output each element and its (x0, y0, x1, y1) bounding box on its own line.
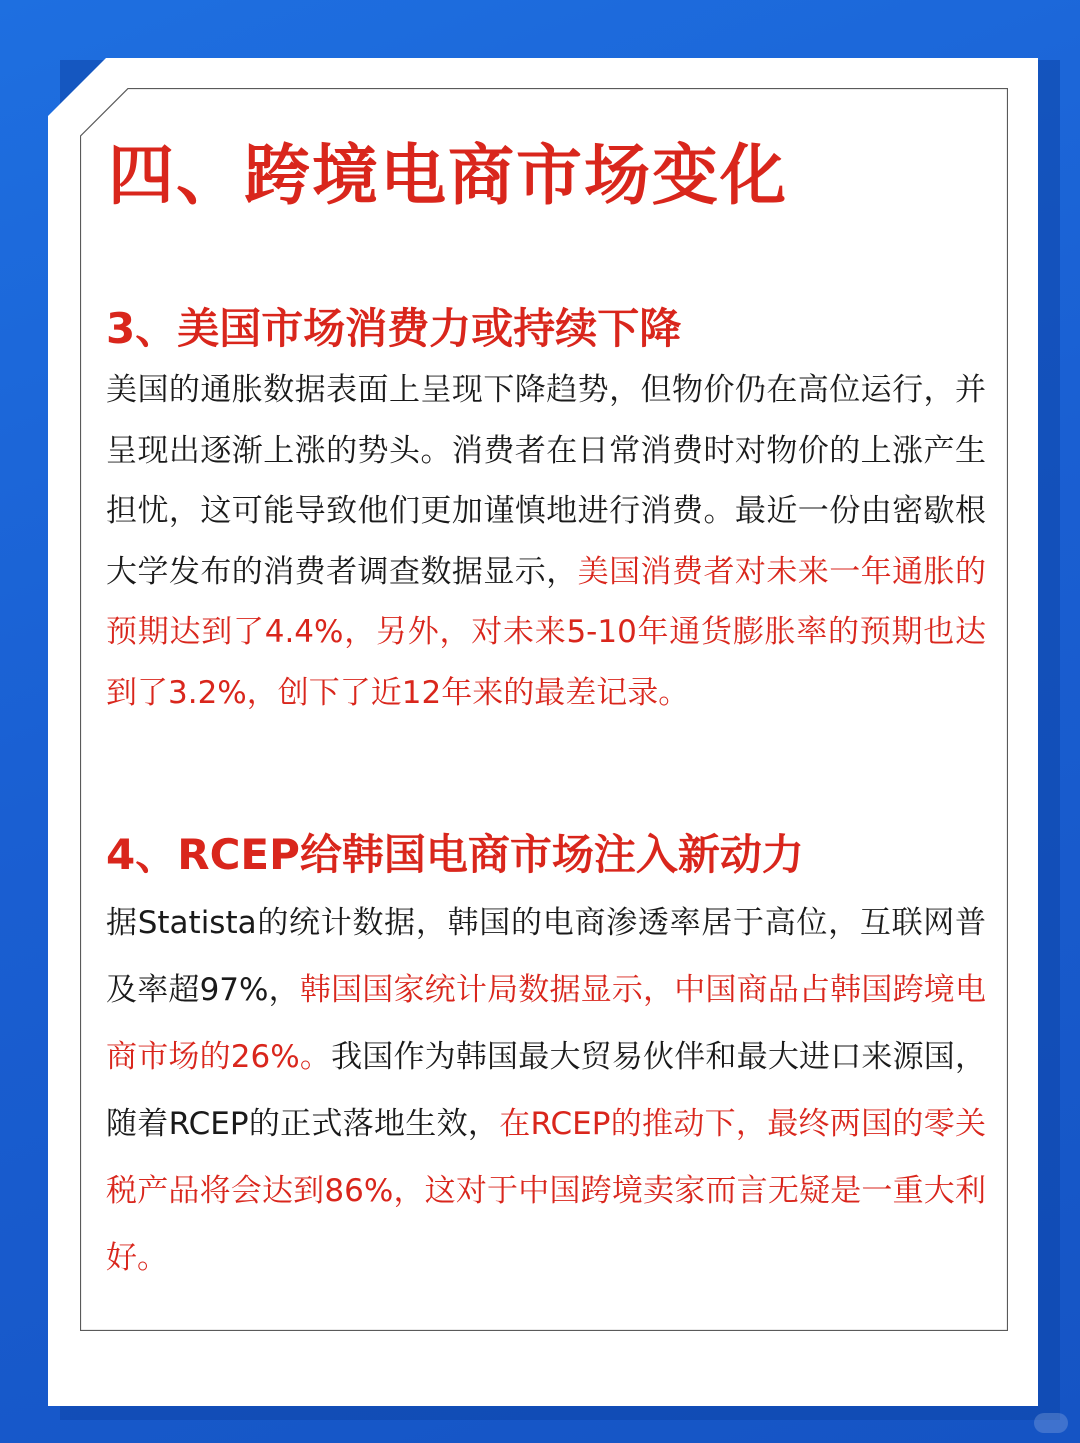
page-title: 四、跨境电商市场变化 (108, 137, 788, 214)
body-text: 据Statista的统计数据，韩国的电商渗透率居于高位，互联网普及率超97%， (106, 905, 986, 1008)
section-body-us-market (106, 360, 986, 723)
section-rcep-korea (106, 826, 986, 1292)
section-us-market (106, 300, 986, 723)
section-heading-rcep-korea: 4、RCEP给韩国电商市场注入新动力 (106, 830, 804, 879)
highlighted-text: 在RCEP的推动下，最终两国的零关税产品将会达到86%，这对于中国跨境卖家而言无疑是一重大利好。 (106, 1106, 986, 1276)
highlighted-text: 韩国国家统计局数据显示，中国商品占韩国跨境电商市场的26%。 (106, 972, 987, 1075)
article-content (80, 88, 1008, 1331)
section-body-rcep-korea (106, 890, 986, 1292)
body-text: 我国作为韩国最大贸易伙伴和最大进口来源国，随着RCEP的正式落地生效， (106, 1039, 986, 1142)
body-text: 美国的通胀数据表面上呈现下降趋势，但物价仍在高位运行，并呈现出逐渐上涨的势头。消费者在日常消费时对物价的上涨产生担忧，这可能导致他们更加谨慎地进行消费。最近一份由密歇根大学发布的消费者调查数据显示， (106, 372, 986, 590)
highlighted-text: 美国消费者对未来一年通胀的预期达到了4.4%，另外，对未来5-10年通货膨胀率的预期也达到了3.2%，创下了近12年来的最差记录。 (106, 553, 987, 711)
section-heading-us-market: 3、美国市场消费力或持续下降 (106, 304, 682, 353)
watermark-badge (1034, 1413, 1068, 1433)
